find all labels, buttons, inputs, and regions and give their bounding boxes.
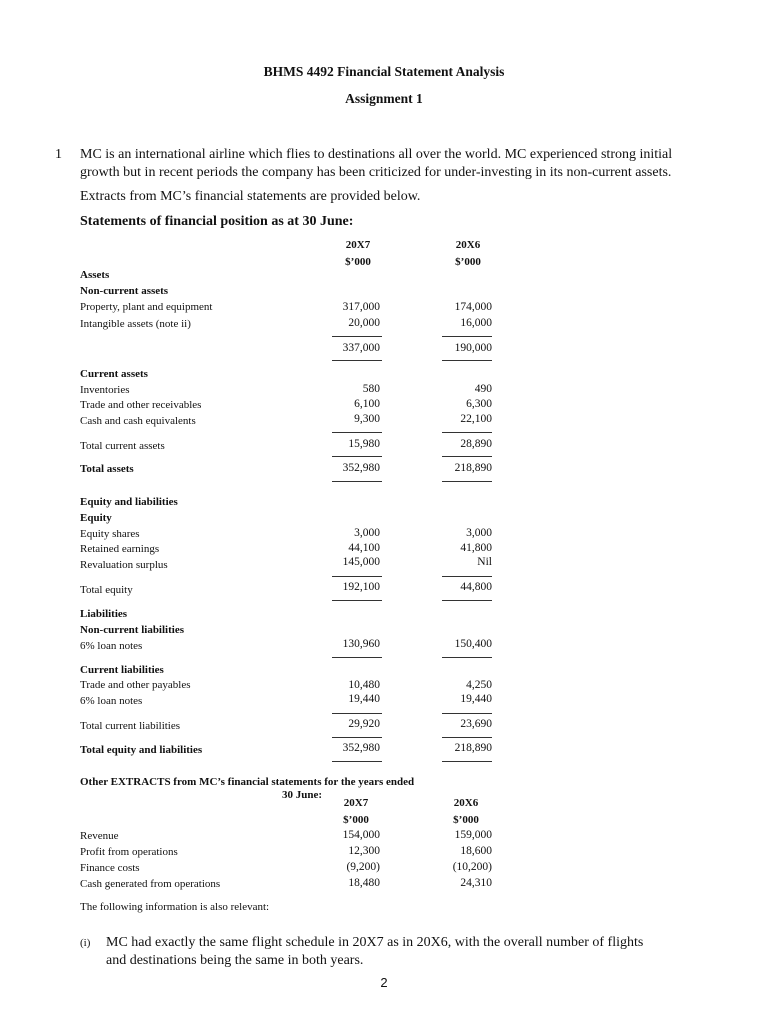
total-cl-label: Total current liabilities bbox=[80, 720, 181, 732]
cash-label: Cash and cash equivalents bbox=[80, 415, 196, 427]
receivables-label: Trade and other receivables bbox=[80, 399, 202, 411]
rule bbox=[442, 657, 492, 658]
revaluation-20x6: Nil bbox=[477, 556, 492, 568]
other-heading-line-2: 30 June: bbox=[282, 789, 323, 801]
c-loan-20x7: 19,440 bbox=[348, 693, 380, 705]
cash-generated-label: Cash generated from operations bbox=[80, 878, 221, 890]
noncurrent-liabilities-label: Non-current liabilities bbox=[80, 624, 184, 636]
rule bbox=[442, 600, 492, 601]
col-20x6-header: 20X6 bbox=[455, 239, 481, 251]
col-20x6-unit: $’000 bbox=[455, 256, 481, 268]
inventories-20x6: 490 bbox=[474, 383, 492, 395]
rule bbox=[332, 481, 382, 482]
payables-label: Trade and other payables bbox=[80, 679, 191, 691]
total-eq-liab-20x7: 352,980 bbox=[342, 742, 380, 754]
rule bbox=[442, 481, 492, 482]
total-equity-label: Total equity bbox=[80, 584, 133, 596]
rule bbox=[332, 336, 382, 337]
assets-label: Assets bbox=[80, 269, 110, 281]
current-liabilities-label: Current liabilities bbox=[80, 664, 164, 676]
total-assets-20x7: 352,980 bbox=[342, 462, 380, 474]
total-equity-20x7: 192,100 bbox=[342, 581, 380, 593]
nc-loan-label: 6% loan notes bbox=[80, 640, 143, 652]
profit-label: Profit from operations bbox=[80, 846, 178, 858]
profit-20x7: 12,300 bbox=[348, 845, 380, 857]
intangibles-20x7: 20,000 bbox=[348, 317, 380, 329]
finance-costs-label: Finance costs bbox=[80, 862, 140, 874]
cash-20x6: 22,100 bbox=[460, 413, 492, 425]
current-assets-label: Current assets bbox=[80, 368, 148, 380]
revenue-label: Revenue bbox=[80, 830, 119, 842]
payables-20x7: 10,480 bbox=[348, 679, 380, 691]
extracts-text: Extracts from MC’s financial statements are provided below. bbox=[80, 189, 421, 204]
rule bbox=[332, 761, 382, 762]
rule bbox=[332, 737, 382, 738]
rule bbox=[332, 432, 382, 433]
rule bbox=[332, 600, 382, 601]
rule bbox=[332, 713, 382, 714]
intangibles-label: Intangible assets (note ii) bbox=[80, 318, 191, 330]
c-loan-20x6: 19,440 bbox=[460, 693, 492, 705]
total-assets-label: Total assets bbox=[80, 463, 134, 475]
rule bbox=[442, 761, 492, 762]
note-i-marker: (i) bbox=[80, 937, 91, 949]
note-i-line-2: and destinations being the same in both years. bbox=[106, 953, 364, 968]
retained-label: Retained earnings bbox=[80, 543, 160, 555]
rule bbox=[442, 432, 492, 433]
receivables-20x6: 6,300 bbox=[466, 398, 492, 410]
total-current-assets-20x6: 28,890 bbox=[460, 438, 492, 450]
other-col-20x6-unit: $’000 bbox=[453, 814, 479, 826]
revaluation-20x7: 145,000 bbox=[342, 556, 380, 568]
payables-20x6: 4,250 bbox=[466, 679, 492, 691]
other-col-20x7-header: 20X7 bbox=[343, 797, 369, 809]
profit-20x6: 18,600 bbox=[460, 845, 492, 857]
equity-liabilities-label: Equity and liabilities bbox=[80, 496, 178, 508]
rule bbox=[442, 456, 492, 457]
nc-loan-20x6: 150,400 bbox=[454, 638, 492, 650]
total-current-assets-label: Total current assets bbox=[80, 440, 165, 452]
nca-total-20x7: 337,000 bbox=[342, 342, 380, 354]
col-20x7-header: 20X7 bbox=[345, 239, 371, 251]
rule bbox=[442, 336, 492, 337]
ppe-20x7: 317,000 bbox=[342, 301, 380, 313]
rule bbox=[442, 360, 492, 361]
sofp-heading: Statements of financial position as at 30 June: bbox=[80, 214, 354, 229]
noncurrent-assets-label: Non-current assets bbox=[80, 285, 169, 297]
inventories-20x7: 580 bbox=[362, 383, 380, 395]
total-assets-20x6: 218,890 bbox=[454, 462, 492, 474]
total-eq-liab-20x6: 218,890 bbox=[454, 742, 492, 754]
cash-generated-20x6: 24,310 bbox=[460, 877, 492, 889]
question-number: 1 bbox=[55, 147, 62, 162]
rule bbox=[442, 713, 492, 714]
total-cl-20x7: 29,920 bbox=[348, 718, 380, 730]
cash-20x7: 9,300 bbox=[354, 413, 380, 425]
col-20x7-unit: $’000 bbox=[345, 256, 371, 268]
course-title: BHMS 4492 Financial Statement Analysis bbox=[263, 64, 505, 79]
rule bbox=[442, 737, 492, 738]
total-equity-20x6: 44,800 bbox=[460, 581, 492, 593]
equity-label: Equity bbox=[80, 512, 112, 524]
rule bbox=[332, 576, 382, 577]
note-i-line-1: MC had exactly the same flight schedule in 20X7 as in 20X6, with the overall number of flights bbox=[106, 935, 644, 950]
revaluation-label: Revaluation surplus bbox=[80, 559, 168, 571]
total-eq-liab-label: Total equity and liabilities bbox=[80, 744, 203, 756]
shares-20x6: 3,000 bbox=[466, 527, 492, 539]
finance-costs-20x7: (9,200) bbox=[346, 861, 380, 873]
rule bbox=[332, 360, 382, 361]
ppe-20x6: 174,000 bbox=[454, 301, 492, 313]
liabilities-label: Liabilities bbox=[80, 608, 128, 620]
intro-line-2: growth but in recent periods the company has been criticized for under-investing in its non-current assets. bbox=[80, 165, 672, 180]
nc-loan-20x7: 130,960 bbox=[342, 638, 380, 650]
retained-20x6: 41,800 bbox=[460, 542, 492, 554]
shares-20x7: 3,000 bbox=[354, 527, 380, 539]
cash-generated-20x7: 18,480 bbox=[348, 877, 380, 889]
shares-label: Equity shares bbox=[80, 528, 140, 540]
retained-20x7: 44,100 bbox=[348, 542, 380, 554]
total-current-assets-20x7: 15,980 bbox=[348, 438, 380, 450]
rule bbox=[332, 657, 382, 658]
other-col-20x7-unit: $’000 bbox=[343, 814, 369, 826]
finance-costs-20x6: (10,200) bbox=[452, 861, 492, 873]
intro-line-1: MC is an international airline which flies to destinations all over the world. MC experienced strong initial bbox=[80, 147, 673, 162]
total-cl-20x6: 23,690 bbox=[460, 718, 492, 730]
rule bbox=[442, 576, 492, 577]
rule bbox=[332, 456, 382, 457]
receivables-20x7: 6,100 bbox=[354, 398, 380, 410]
nca-total-20x6: 190,000 bbox=[454, 342, 492, 354]
ppe-label: Property, plant and equipment bbox=[80, 301, 213, 313]
revenue-20x7: 154,000 bbox=[342, 829, 380, 841]
other-col-20x6-header: 20X6 bbox=[453, 797, 479, 809]
intangibles-20x6: 16,000 bbox=[460, 317, 492, 329]
c-loan-label: 6% loan notes bbox=[80, 695, 143, 707]
inventories-label: Inventories bbox=[80, 384, 130, 396]
revenue-20x6: 159,000 bbox=[454, 829, 492, 841]
page-number: 2 bbox=[380, 975, 388, 990]
other-heading-line-1: Other EXTRACTS from MC’s financial statements for the years ended bbox=[80, 776, 415, 788]
following-info-text: The following information is also relevant: bbox=[80, 901, 270, 913]
assignment-title: Assignment 1 bbox=[345, 91, 423, 106]
